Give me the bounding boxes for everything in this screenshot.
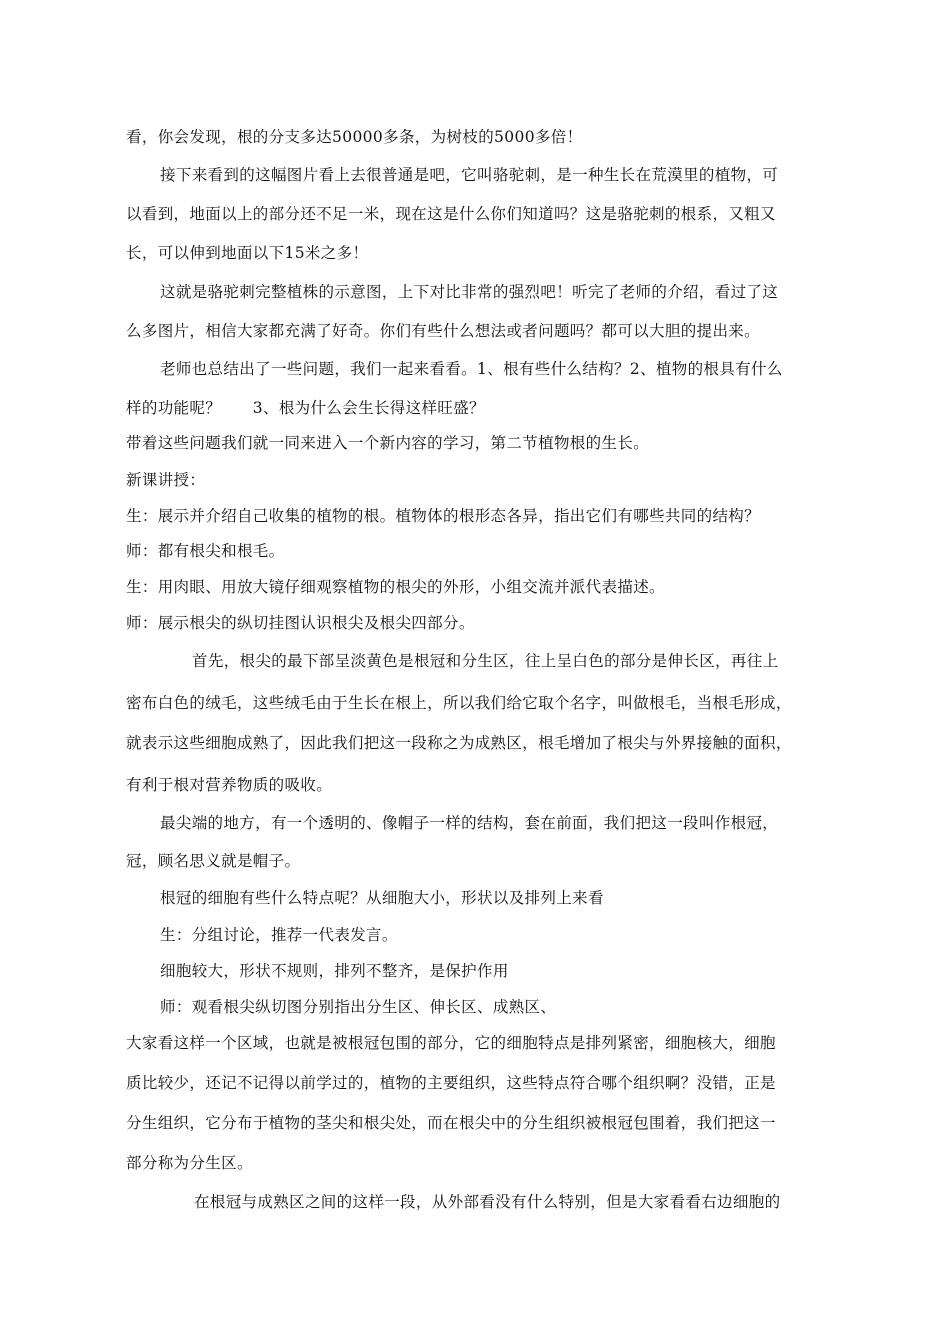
text-line: 带着这些问题我们就一同来进入一个新内容的学习，第二节植物根的生长。 <box>126 434 650 452</box>
text-line: 密布白色的绒毛，这些绒毛由于生长在根上，所以我们给它取个名字，叫做根毛，当根毛形成， <box>126 694 792 712</box>
text-line: 接下来看到的这幅图片看上去很普通是吧，它叫骆驼刺，是一种生长在荒漠里的植物，可 <box>160 166 779 184</box>
text-line: 生：分组讨论，推荐一代表发言。 <box>160 926 398 944</box>
text-line: 最尖端的地方，有一个透明的、像帽子一样的结构，套在前面，我们把这一段叫作根冠， <box>160 814 779 832</box>
text-line: 看，你会发现，根的分支多达50000多条，为树枝的5000多倍！ <box>126 128 583 146</box>
text-line: 这就是骆驼刺完整植株的示意图，上下对比非常的强烈吧！听完了老师的介绍，看过了这 <box>160 283 779 301</box>
text-line: 根冠的细胞有些什么特点呢？从细胞大小，形状以及排列上来看 <box>160 889 604 907</box>
text-line: 首先，根尖的最下部呈淡黄色是根冠和分生区，往上呈白色的部分是伸长区，再往上 <box>192 652 779 670</box>
text-line: 么多图片，相信大家都充满了好奇。你们有些什么想法或者问题吗？都可以大胆的提出来。 <box>126 322 761 340</box>
text-line: 有利于根对营养物质的吸收。 <box>126 776 333 794</box>
text-line: 老师也总结出了一些问题，我们一起来看看。1、根有些什么结构？2、植物的根具有什么 <box>160 360 783 378</box>
text-line: 质比较少，还记不记得以前学过的，植物的主要组织，这些特点符合哪个组织啊？没错，正是 <box>126 1074 776 1092</box>
text-line: 在根冠与成熟区之间的这样一段，从外部看没有什么特别，但是大家看看右边细胞的 <box>194 1193 781 1211</box>
text-line: 师：观看根尖纵切图分别指出分生区、伸长区、成熟区、 <box>160 998 557 1016</box>
text-line: 以看到，地面以上的部分还不足一米，现在这是什么你们知道吗？这是骆驼刺的根系，又粗又 <box>126 205 776 223</box>
text-line: 师：都有根尖和根毛。 <box>126 542 285 560</box>
text-line: 生：用肉眼、用放大镜仔细观察植物的根尖的外形，小组交流并派代表描述。 <box>126 578 665 596</box>
text-line: 分生组织，它分布于植物的茎尖和根尖处，而在根尖中的分生组织被根冠包围着，我们把这一 <box>126 1114 776 1132</box>
text-line: 就表示这些细胞成熟了，因此我们把这一段称之为成熟区，根毛增加了根尖与外界接触的面积， <box>126 734 792 752</box>
text-line: 冠，顾名思义就是帽子。 <box>126 852 301 870</box>
text-line: 大家看这样一个区域，也就是被根冠包围的部分，它的细胞特点是排列紧密，细胞核大，细胞 <box>126 1034 776 1052</box>
text-line: 长，可以伸到地面以下15米之多！ <box>126 244 369 262</box>
text-line: 师：展示根尖的纵切挂图认识根尖及根尖四部分。 <box>126 614 475 632</box>
text-line: 细胞较大，形状不规则，排列不整齐，是保护作用 <box>160 962 509 980</box>
text-line: 生：展示并介绍自己收集的植物的根。植物体的根形态各异，指出它们有哪些共同的结构？ <box>126 507 761 525</box>
section-heading: 新课讲授： <box>126 471 206 489</box>
text-line: 样的功能呢？ 3、根为什么会生长得这样旺盛？ <box>126 399 485 417</box>
text-line: 部分称为分生区。 <box>126 1154 253 1172</box>
